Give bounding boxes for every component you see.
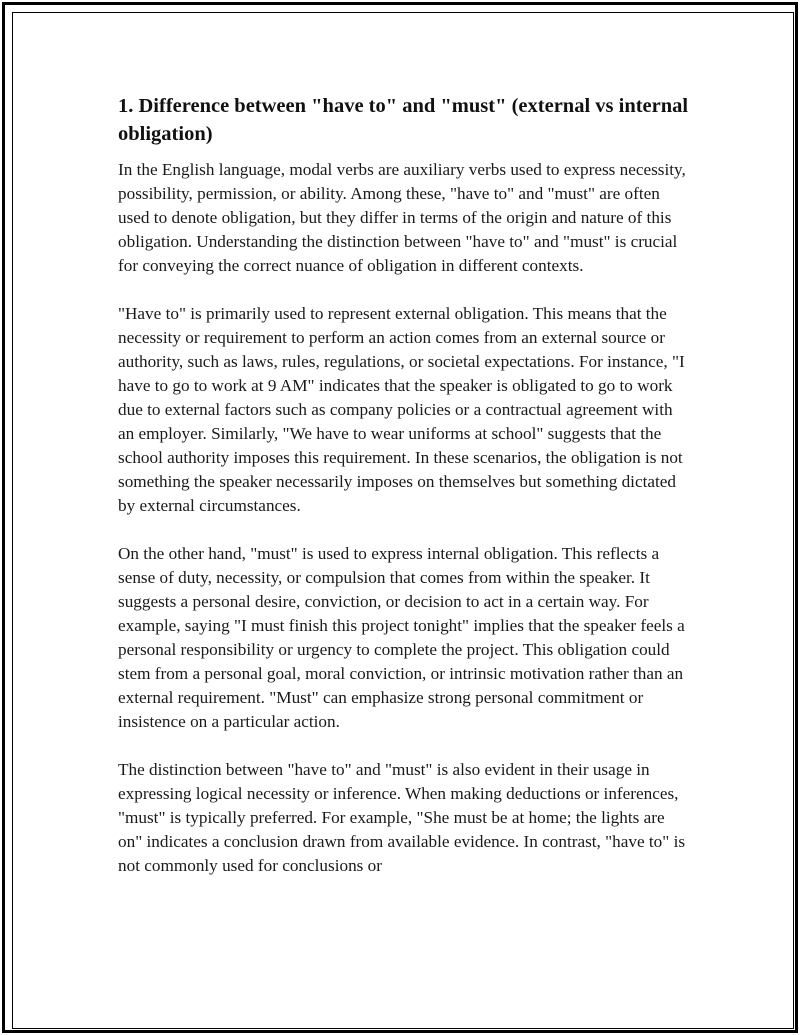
paragraph-have-to: "Have to" is primarily used to represent external obligation. This means that the necessity or requirement to perform an action comes from an external source or authority, such as laws, rules, regulations, or societal expectations. For instance, "I have to go to work at 9 AM" indicates that the speaker is obligated to go to work due to external factors such as company policies or a contractual agreement with an employer. Similarly, "We have to wear uniforms at school" suggests that the school authority imposes this requirement. In these scenarios, the obligation is not something the speaker necessarily imposes on themselves but something dictated by external circumstances. — [118, 304, 685, 515]
section-heading: 1. Difference between "have to" and "must" (external vs internal obligation) — [118, 95, 689, 145]
paragraph-must: On the other hand, "must" is used to express internal obligation. This reflects a sense of duty, necessity, or compulsion that comes from within the speaker. It suggests a personal desire, conviction, or decision to act in a certain way. For example, saying "I must finish this project tonight" implies that the speaker feels a personal responsibility or urgency to complete the project. This obligation could stem from a personal goal, moral conviction, or intrinsic motivation rather than an external requirement. "Must" can emphasize strong personal commitment or insistence on a particular action. — [118, 544, 685, 731]
paragraph-intro: In the English language, modal verbs are auxiliary verbs used to express necessity, possibility, permission, or ability. Among these, "have to" and "must" are often used to denote obligation, but they differ in terms of the origin and nature of this obligation. Understanding the distinction between "have to" and "must" is crucial for conveying the correct nuance of obligation in different contexts. — [118, 160, 686, 275]
document-body — [118, 92, 693, 902]
paragraph-logical-necessity: The distinction between "have to" and "must" is also evident in their usage in expressing logical necessity or inference. When making deductions or inferences, "must" is typically preferred. For example, "She must be at home; the lights are on" indicates a conclusion drawn from available evidence. In contrast, "have to" is not commonly used for conclusions or — [118, 760, 686, 875]
